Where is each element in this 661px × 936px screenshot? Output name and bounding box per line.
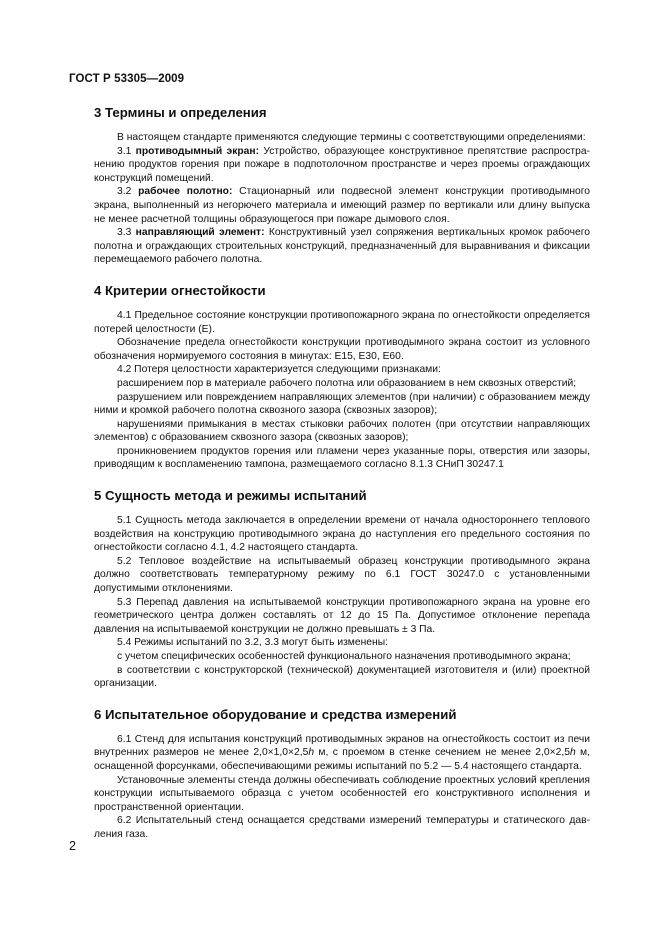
page-number: 2 bbox=[69, 839, 76, 853]
section-5-paragraph: 5.3 Перепад давления на испытываемой конструкции противопожарного экрана на уровне его геометрического центра должен составлять от 12 до 15 Па. Допустимое отклонение перепада давления на испытываемой конструкции не должно превышать ± 3 Па. bbox=[94, 596, 590, 635]
section-6-1-text-b: м, с проемом в стенке сечением не менее 2,0×2,5 bbox=[314, 747, 570, 759]
section-3-title: 3 Термины и определения bbox=[94, 105, 267, 120]
document-code-header: ГОСТ Р 53305—2009 bbox=[69, 73, 185, 85]
term-3-2-number: 3.2 bbox=[117, 186, 132, 198]
section-4-paragraph: 4.2 Потеря целостности характеризуется следующими признаками: bbox=[117, 364, 441, 376]
section-6-paragraph: Установочные элементы стенда должны обеспечивать соблюдение проектных условий крепления конструкции испытываемого образца с учетом особенностей его конструктивного исполнения и пространственной ориентации. bbox=[94, 774, 590, 813]
term-3-2 bbox=[94, 185, 590, 226]
term-3-1 bbox=[94, 145, 590, 186]
section-4-paragraph: разрушением или повреждением направляющих элементов (при наличии) с образованием между ними и кромкой рабочего полотна сквозного зазора (сквозных зазоров); bbox=[94, 391, 590, 417]
term-3-3-definition: Конструктивный узел сопряжения вертикальных кромок рабочего полотна и ограждающих строительных конструкций, предназначенный для выравнивания и фиксации перемещаемого рабочего полотна. bbox=[94, 227, 590, 266]
section-6-1-text-c: м, оснащенной форсунками, обеспечивающими режимы испытаний по 5.2 — 5.4 настоящего стандарта. bbox=[94, 747, 590, 772]
section-6-1-h-var: h bbox=[308, 747, 315, 759]
section-4-title: 4 Критерии огнестойкости bbox=[94, 282, 266, 298]
section-6-1-text-a: 6.1 Стенд для испытания конструкций противодымных экранов на огнестойкость состоит из печи внутренних размеров не менее 2,0×1,0×2,5 bbox=[94, 733, 590, 759]
section-5-paragraph: 5.1 Сущность метода заключается в определении времени от начала одностороннего теплового воздействия на конструкцию противодымного экрана до наступления его предельного состояния по огнестойкости согласно 4.1, 4.2 настоящего стандарта. bbox=[94, 515, 590, 554]
page-content bbox=[94, 95, 590, 842]
section-6-title: 6 Испытательное оборудование и средства измерений bbox=[94, 706, 457, 722]
term-3-1-term: противодымный экран: bbox=[135, 145, 260, 157]
section-4-paragraph: Обозначение предела огнестойкости конструкции противодымного экрана состоит из условного обозначения нормируемого состояния в минутах: Е15, Е30, Е60. bbox=[94, 337, 590, 362]
section-5-paragraph: в соответствии с конструкторской (технической) документацией изготовителя и (или) проектной организации. bbox=[94, 664, 590, 690]
section-4-paragraph: расширением пор в материале рабочего полотна или образованием в нем сквозных отверстий; bbox=[117, 377, 577, 389]
term-3-1-definition: Устройство, образующее конструктивное препятствие распространению продуктов горения при пожаре в подпотолочном пространстве и через проемы ограждающих конструкций помещений. bbox=[94, 145, 590, 184]
term-3-3-term: направляющий элемент: bbox=[135, 227, 265, 239]
term-3-3-number: 3.3 bbox=[117, 227, 132, 239]
section-5-title: 5 Сущность метода и режимы испытаний bbox=[94, 488, 367, 504]
section-3-intro: В настоящем стандарте применяются следующие термины с соответствующими определениями: bbox=[117, 132, 586, 143]
section-5-paragraph: 5.2 Тепловое воздействие на испытываемый образец конструкции противодымного экрана должно соответствовать температурному режиму по 6.1 ГОСТ 30247.0 с установленными допустимыми отклонениями. bbox=[94, 555, 590, 595]
section-6-paragraph bbox=[94, 733, 590, 774]
section-4-paragraph: 4.1 Предельное состояние конструкции противопожарного экрана по огнестойкости определяется потерей целостности (Е). bbox=[94, 309, 590, 335]
section-4-paragraph: проникновением продуктов горения или пламени через указанные поры, отверстия или зазоры, приводящим к воспламенению тампона, размещаемого согласно 8.1.3 СНиП 30247.1 bbox=[94, 445, 590, 471]
section-5-paragraph: 5.4 Режимы испытаний по 3.2, 3.3 могут быть изменены: bbox=[117, 637, 388, 649]
section-4-paragraph: нарушениями примыкания в местах стыковки рабочих полотен (при отсутствии направляющих элементов) с образованием сквозного зазора (сквозных зазоров); bbox=[94, 418, 590, 444]
term-3-1-number: 3.1 bbox=[117, 145, 132, 157]
section-6-paragraph: 6.2 Испытательный стенд оснащается средствами измерений температуры и статического давления газа. bbox=[94, 815, 590, 840]
term-3-2-definition: Стационарный или подвесной элемент конструкции противодымного экрана, выполненный из негорючего материала и имеющий размер по вертикали или длину выпуска не менее расчетной толщины образующегося при пожаре дымового слоя. bbox=[94, 186, 590, 225]
term-3-3 bbox=[94, 226, 590, 267]
section-5-paragraph: с учетом специфических особенностей функционального назначения противодымного экрана; bbox=[117, 651, 571, 662]
term-3-2-term: рабочее полотно: bbox=[138, 186, 233, 198]
section-6-1-h-var: h bbox=[569, 747, 576, 759]
